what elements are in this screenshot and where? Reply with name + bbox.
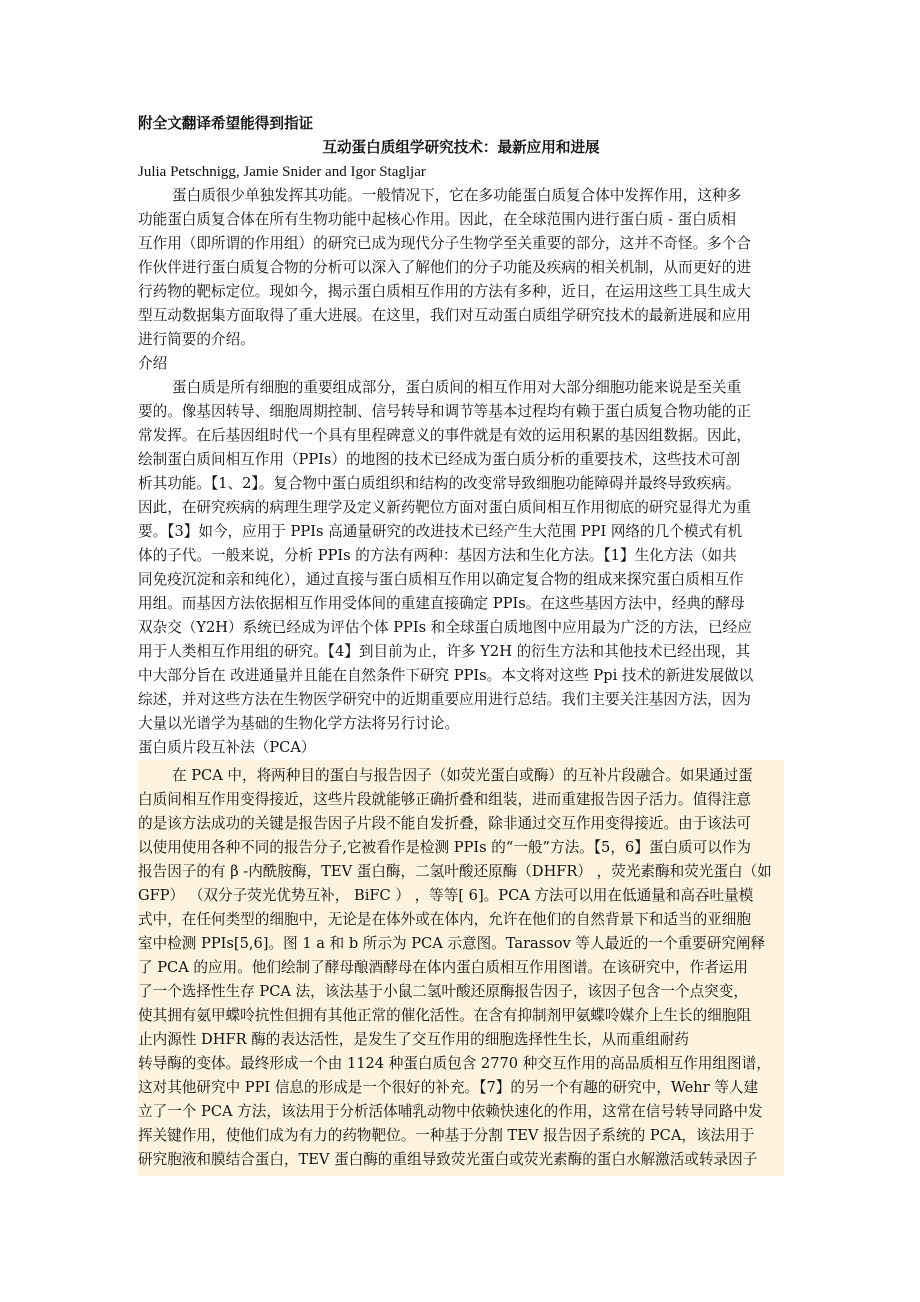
- pca-line: 挥关键作用，使他们成为有力的药物靶位。一种基于分割 TEV 报告因子系统的 PCA，该法用于: [138, 1127, 755, 1144]
- intro-line: 用于人类相互作用组的研究。【4】到目前为止，许多 Y2H 的衍生方法和其他技术已经出现，其: [138, 643, 751, 660]
- document-title: 互动蛋白质组学研究技术：最新应用和进展: [322, 139, 600, 156]
- pca-line: 在 PCA 中，将两种目的蛋白与报告因子（如荧光蛋白或酶）的互补片段融合。如果通过蛋: [172, 767, 753, 784]
- pca-line: 了一个选择性生存 PCA 法，该法基于小鼠二氢叶酸还原酶报告因子，该因子包含一个点突变，: [138, 983, 748, 1000]
- intro-line: 综述，并对这些方法在生物医学研究中的近期重要应用进行总结。我们主要关注基因方法，因为: [138, 691, 751, 708]
- abstract-line: 功能蛋白质复合体在所有生物功能中起核心作用。因此，在全球范围内进行蛋白质 - 蛋白质相: [138, 211, 736, 228]
- abstract-line: 互作用（即所谓的作用组）的研究已成为现代分子生物学至关重要的部分，这并不奇怪。多个合: [138, 235, 751, 252]
- pca-line: 了 PCA 的应用。他们绘制了酵母酿酒酵母在体内蛋白质相互作用图谱。在该研究中，作者运用: [138, 959, 748, 976]
- abstract-line: 作伙伴进行蛋白质复合物的分析可以深入了解他们的分子功能及疾病的相关机制，从而更好的进: [138, 259, 751, 276]
- intro-line: 要。【3】如今，应用于 PPIs 高通量研究的改进技术已经产生大范围 PPI 网络的几个模式有机: [138, 523, 743, 540]
- intro-line: 绘制蛋白质间相互作用（PPIs）的地图的技术已经成为蛋白质分析的重要技术，这些技术可剖: [138, 451, 741, 468]
- pca-line: 这对其他研究中 PPI 信息的形成是一个很好的补充。【7】的另一个有趣的研究中，Wehr 等人建: [138, 1079, 759, 1096]
- pca-line: 报告因子的有 β -内酰胺酶，TEV 蛋白酶，二氢叶酸还原酶（DHFR） ，荧光素酶和荧光蛋白（如: [138, 863, 772, 880]
- pca-line: 研究胞液和膜结合蛋白，TEV 蛋白酶的重组导致荧光蛋白或荧光素酶的蛋白水解激活或转录因子: [138, 1151, 758, 1168]
- pca-line: 室中检测 PPIs[5,6]。图 1 a 和 b 所示为 PCA 示意图。Tarassov 等人最近的一个重要研究阐释: [138, 935, 766, 952]
- pca-line: 式中，在任何类型的细胞中，无论是在体外或在体内，允许在他们的自然背景下和适当的亚细胞: [138, 911, 751, 928]
- intro-line: 中大部分旨在 改进通量并且能在自然条件下研究 PPIs。本文将对这些 Ppi 技术的新进发展做以: [138, 667, 754, 684]
- authors: Julia Petschnigg, Jamie Snider and Igor Stagljar: [138, 164, 426, 180]
- abstract-line: 进行简要的介绍。: [138, 331, 255, 348]
- intro-line: 因此，在研究疾病的病理生理学及定义新药靶位方面对蛋白质间相互作用彻底的研究显得尤为重: [138, 499, 751, 516]
- abstract-line: 行药物的靶标定位。现如今，揭示蛋白质相互作用的方法有多种，近日，在运用这些工具生成大: [138, 283, 751, 300]
- pca-line: 转导酶的变体。最终形成一个由 1124 种蛋白质包含 2770 种交互作用的高品质相互作用组图谱，: [138, 1055, 771, 1072]
- intro-line: 大量以光谱学为基础的生物化学方法将另行讨论。: [138, 715, 460, 732]
- pca-line: 止内源性 DHFR 酶的表达活性，是发生了交互作用的细胞选择性生长，从而重组耐药: [138, 1031, 690, 1048]
- intro-line: 双杂交（Y2H）系统已经成为评估个体 PPIs 和全球蛋白质地图中应用最为广泛的方法，已经应: [138, 619, 752, 636]
- intro-line: 体的子代。一般来说，分析 PPIs 的方法有两种：基因方法和生化方法。【1】生化方法（如共: [138, 547, 737, 564]
- abstract-line: 型互动数据集方面取得了重大进展。在这里，我们对互动蛋白质组学研究技术的最新进展和应用: [138, 307, 751, 324]
- pca-line: GFP） （双分子荧光优势互补， BiFC ） ，等等[ 6]。PCA 方法可以用在低通量和高吞吐量模: [138, 887, 754, 904]
- pca-line: 的是该方法成功的关键是报告因子片段不能自发折叠，除非通过交互作用变得接近。由于该法可: [138, 815, 751, 832]
- intro-heading: 介绍: [138, 355, 168, 372]
- intro-line: 用组。而基因方法依据相互作用受体间的重建直接确定 PPIs。在这些基因方法中，经典的酵母: [138, 595, 745, 612]
- pca-line: 立了一个 PCA 方法，该法用于分析活体哺乳动物中依赖快速化的作用，这常在信号转导同路中发: [138, 1103, 763, 1120]
- pca-line: 白质间相互作用变得接近，这些片段就能够正确折叠和组装，进而重建报告因子活力。值得注意: [138, 791, 751, 808]
- intro-line: 同免疫沉淀和亲和纯化），通过直接与蛋白质相互作用以确定复合物的组成来探究蛋白质相互作: [138, 571, 744, 588]
- intro-line: 常发挥。在后基因组时代一个具有里程碑意义的事件就是有效的运用积累的基因组数据。因此，: [138, 427, 751, 444]
- pca-line: 以使用使用各种不同的报告分子,它被看作是检测 PPIs 的“一般”方法。【5，6】蛋白质可以作为: [138, 839, 751, 856]
- abstract-line: 蛋白质很少单独发挥其功能。一般情况下，它在多功能蛋白质复合体中发挥作用，这种多: [172, 187, 742, 204]
- pca-line: 使其拥有氨甲蝶呤抗性但拥有其他正常的催化活性。在含有抑制剂甲氨蝶呤媒介上生长的细胞阻: [138, 1007, 751, 1024]
- pca-heading: 蛋白质片段互补法（PCA）: [138, 739, 316, 756]
- intro-line: 要的。像基因转导、细胞周期控制、信号转导和调节等基本过程均有赖于蛋白质复合物功能的正: [138, 403, 751, 420]
- intro-line: 蛋白质是所有细胞的重要组成部分，蛋白质间的相互作用对大部分细胞功能来说是至关重: [172, 379, 742, 396]
- header-note: 附全文翻译希望能得到指证: [138, 115, 314, 132]
- intro-line: 析其功能。【1、2】。复合物中蛋白质组织和结构的改变常导致细胞功能障碍并最终导致疾病。: [138, 475, 741, 492]
